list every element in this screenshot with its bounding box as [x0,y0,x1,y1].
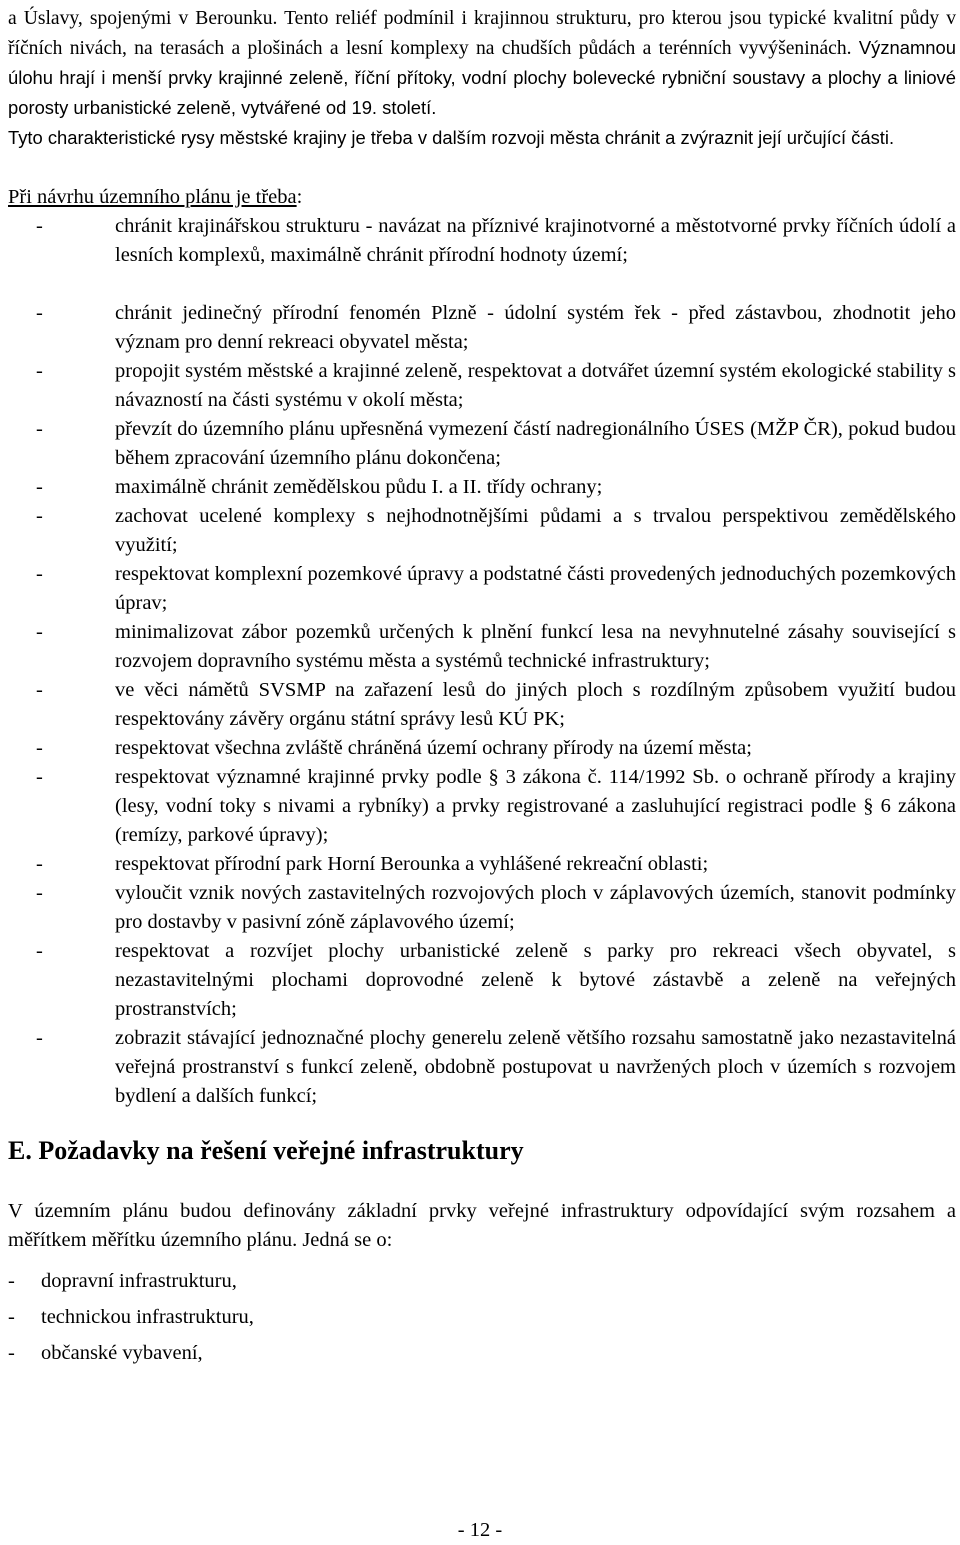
list-item-text: respektovat významné krajinné prvky podle § 3 zákona č. 114/1992 Sb. o ochraně přírody a krajiny (lesy, vodní toky s nivami a rybníky) a prvky registrované a zasluhující registraci podle § 6 zákona (remízy, parkové úpravy); [115,766,956,846]
list-dash: - [36,940,43,962]
list-item [8,618,956,676]
list-item [8,1335,956,1371]
list-dash: - [36,505,43,527]
list-dash: - [36,679,43,701]
list-dash: - [36,476,43,498]
list-dash: - [36,418,43,440]
list-item-text: chránit jedinečný přírodní fenomén Plzně - údolní systém řek - před zástavbou, zhodnotit jeho význam pro denní rekreaci obyvatel města; [115,302,956,353]
list-item-text: technickou infrastrukturu, [41,1306,254,1328]
list-item-text: převzít do územního plánu upřesněná vymezení částí nadregionálního ÚSES (MŽP ČR), pokud budou během zpracování územního plánu dokončena; [115,418,956,469]
list-item [8,502,956,560]
list-dash: - [36,621,43,643]
list-item [8,473,956,502]
list-item-text: zobrazit stávající jednoznačné plochy generelu zeleně většího rozsahu samostatně jako nezastavitelná veřejná prostranství s funkcí zeleně, obdobně postupovat u navržených ploch v územích s rozvojem bydlení a dalších funkcí; [115,1027,956,1107]
section-e-heading: E. Požadavky na řešení veřejné infrastruktury [8,1136,524,1165]
document-page [8,0,956,1371]
list-item-text: respektovat a rozvíjet plochy urbanistické zeleně s parky pro rekreaci všech obyvatel, s nezastavitelnými plochami doprovodné zeleně k bytové zástavbě a zeleně na veřejných prostranstvích; [115,940,956,1020]
list-item [8,734,956,763]
list-item [8,357,956,415]
list-item-text: minimalizovat zábor pozemků určených k plnění funkcí lesa na nevyhnutelné zásahy související s rozvojem dopravního systému města a systémů technické infrastruktury; [115,621,956,672]
list-item-text: respektovat všechna zvláště chráněná území ochrany přírody na území města; [115,737,752,759]
list-item-text: vyloučit vznik nových zastavitelných rozvojových ploch v záplavových územích, stanovit podmínky pro dostavby v pasivní zóně záplavového území; [115,882,956,933]
intro-sans-text: Významnou úlohu hrají i menší prvky krajinné zeleně, říční přítoky, vodní plochy bolevecké rybniční soustavy a plochy a liniové porosty urbanistické zeleně, vytvářené od 19. století. [8,37,956,118]
list-item [8,763,956,850]
list-item [8,212,956,270]
list-item [8,560,956,618]
requirements-heading-colon: : [296,186,303,208]
list-item-text: respektovat komplexní pozemkové úpravy a podstatné části provedených jednoduchých pozemkových úprav; [115,563,956,614]
intro-serif-text: a Úslavy, spojenými v Berounku. Tento reliéf podmínil i krajinnou strukturu, pro kterou jsou typické kvalitní půdy v říčních nivách, na terasách a plošinách a lesní komplexy na chudších půdách a terénních vyvýšeninách. [8,8,956,59]
list-dash: - [36,302,43,324]
list-item [8,850,956,879]
list-dash: - [36,766,43,788]
list-item [8,1263,956,1299]
requirements-list [8,212,956,1111]
list-item [8,1299,956,1335]
requirements-heading-text: Při návrhu územního plánu je třeba [8,186,297,208]
list-item [8,299,956,357]
list-dash: - [36,215,43,237]
list-item [8,937,956,1024]
list-dash: - [36,853,43,875]
list-item-text: chránit krajinářskou strukturu - navázat na příznivé krajinotvorné a městotvorné prvky říčních údolí a lesních komplexů, maximálně chránit přírodní hodnoty území; [115,215,956,266]
requirements-heading [8,183,956,212]
list-item [8,1024,956,1111]
list-dash: - [36,737,43,759]
list-item-text: dopravní infrastrukturu, [41,1270,237,1292]
page-number: - 12 - [457,1519,503,1541]
list-item-text: zachovat ucelené komplexy s nejhodnotnějšími půdami a s trvalou perspektivou zemědělského využití; [115,505,956,556]
list-item-text: ve věci námětů SVSMP na zařazení lesů do jiných ploch s rozdílným způsobem využití budou respektovány závěry orgánu státní správy lesů KÚ PK; [115,679,956,730]
list-dash: - [36,360,43,382]
list-item [8,879,956,937]
list-dash: - [36,882,43,904]
list-item-text: respektovat přírodní park Horní Berounka a vyhlášené rekreační oblasti; [115,853,709,875]
list-item [8,415,956,473]
list-item-text: maximálně chránit zemědělskou půdu I. a II. třídy ochrany; [115,476,603,498]
list-dash: - [8,1270,15,1292]
list-item-text: propojit systém městské a krajinné zeleně, respektovat a dotvářet územní systém ekologické stability s návazností na části systému v okolí města; [115,360,956,411]
section-e-text: V územním plánu budou definovány základní prvky veřejné infrastruktury odpovídající svým rozsahem a měřítkem měřítku územního plánu. Jedná se o: [8,1200,956,1251]
infrastructure-list [8,1263,956,1371]
list-item [8,676,956,734]
list-dash: - [36,1027,43,1049]
list-item-text: občanské vybavení, [41,1342,203,1364]
intro-paragraph [8,4,956,123]
list-dash: - [36,563,43,585]
list-dash: - [8,1342,15,1364]
list-dash: - [8,1306,15,1328]
intro-paragraph-2: Tyto charakteristické rysy městské krajiny je třeba v dalším rozvoji města chránit a zvýraznit její určující části. [8,127,895,148]
